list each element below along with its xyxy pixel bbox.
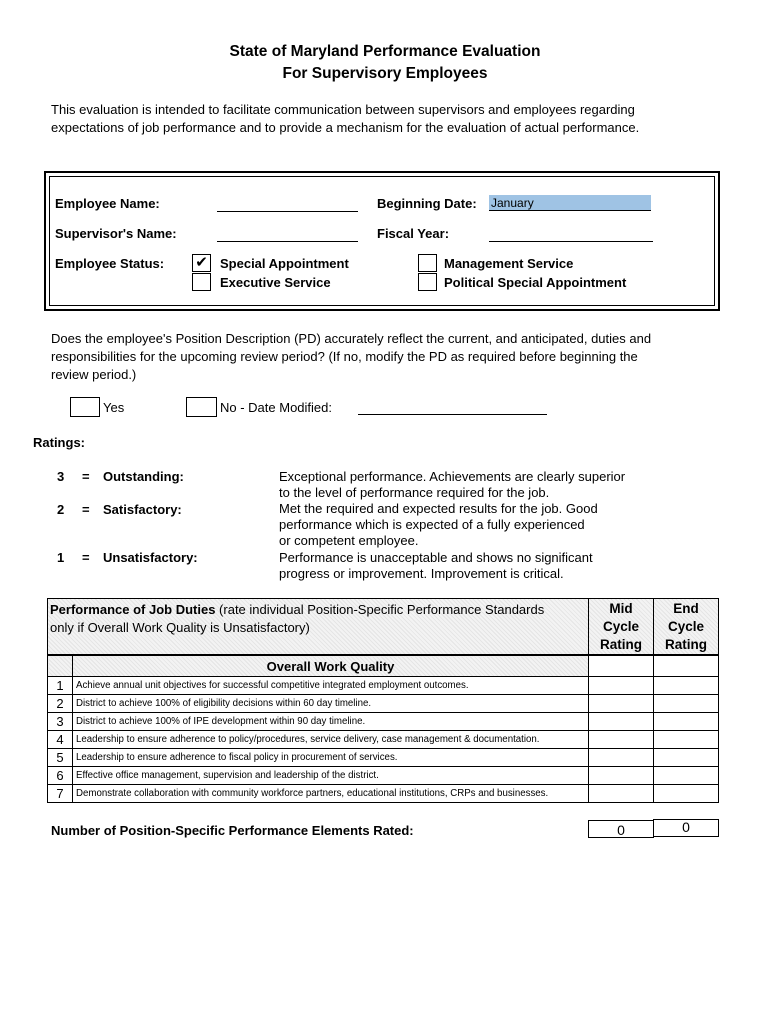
pd-question-line-3: review period.) [51, 367, 137, 382]
end-cycle-header: End Cycle Rating [653, 598, 719, 655]
overall-work-quality-label: Overall Work Quality [73, 656, 589, 677]
table-row: 4 Leadership to ensure adherence to policy/procedures, service delivery, case management & documentation. [48, 731, 719, 749]
end-rating-cell[interactable] [654, 749, 719, 767]
duties-header [47, 598, 589, 655]
duties-table [47, 655, 719, 803]
fiscal-year-field[interactable] [489, 241, 653, 242]
duty-description: Achieve annual unit objectives for successful competitive integrated employment outcomes. [73, 677, 589, 695]
political-special-appointment-checkbox[interactable] [418, 273, 437, 291]
supervisor-name-field[interactable] [217, 241, 358, 242]
duty-description: Leadership to ensure adherence to policy/procedures, service delivery, case management & documentation. [73, 731, 589, 749]
management-service-checkbox[interactable] [418, 254, 437, 272]
end-rating-cell[interactable] [654, 713, 719, 731]
pd-no-checkbox[interactable] [186, 397, 217, 417]
mid-cycle-header: Mid Cycle Rating [588, 598, 654, 655]
table-row: 1 Achieve annual unit objectives for successful competitive integrated employment outcomes. [48, 677, 719, 695]
rating-3-eq: = [82, 469, 90, 484]
duty-description: Effective office management, supervision and leadership of the district. [73, 767, 589, 785]
rating-1-description: Performance is unacceptable and shows no significant progress or improvement. Improvement is critical. [279, 550, 593, 581]
overall-mid-rating-cell[interactable] [589, 656, 654, 677]
employee-name-label: Employee Name: [55, 196, 160, 211]
page-title: State of Maryland Performance Evaluation [229, 43, 541, 60]
table-row: 2 District to achieve 100% of eligibility decisions within 60 day timeline. [48, 695, 719, 713]
page-subtitle: For Supervisory Employees [282, 65, 488, 82]
supervisor-name-label: Supervisor's Name: [55, 226, 177, 241]
end-elements-rated-value: 0 [653, 819, 719, 837]
beginning-date-label: Beginning Date: [377, 196, 477, 211]
special-appointment-checkbox[interactable] [192, 254, 211, 272]
end-rating-cell[interactable] [654, 767, 719, 785]
pd-question-line-2: responsibilities for the upcoming review period? (If no, modify the PD as required before beginning the [51, 349, 638, 364]
elements-rated-label: Number of Position-Specific Performance Elements Rated: [51, 823, 414, 838]
end-rating-cell[interactable] [654, 785, 719, 803]
special-appointment-label: Special Appointment [220, 256, 349, 271]
overall-work-quality-row [48, 656, 719, 677]
employee-status-label: Employee Status: [55, 256, 165, 271]
executive-service-label: Executive Service [220, 275, 331, 290]
rating-3-num: 3 [57, 469, 65, 484]
rating-3-description: Exceptional performance. Achievements are clearly superior to the level of performance required for the job. [279, 469, 626, 500]
table-row: 3 District to achieve 100% of IPE development within 90 day timeline. [48, 713, 719, 731]
pd-yes-checkbox[interactable] [70, 397, 100, 417]
rating-1-name: Unsatisfactory: [103, 550, 198, 565]
rating-3-name: Outstanding: [103, 469, 184, 484]
employee-name-field[interactable] [217, 211, 358, 212]
end-rating-cell[interactable] [654, 677, 719, 695]
mid-rating-cell[interactable] [589, 713, 654, 731]
rating-1-num: 1 [57, 550, 65, 565]
duty-description: District to achieve 100% of eligibility decisions within 60 day timeline. [73, 695, 589, 713]
date-modified-field[interactable] [358, 414, 547, 415]
table-row: 7 Demonstrate collaboration with community workforce partners, educational institutions, CRPs and businesses. [48, 785, 719, 803]
duty-description: Demonstrate collaboration with community workforce partners, educational institutions, CRPs and businesses. [73, 785, 589, 803]
mid-rating-cell[interactable] [589, 785, 654, 803]
beginning-date-field[interactable]: January [489, 195, 651, 211]
rating-1-eq: = [82, 550, 90, 565]
rating-2-eq: = [82, 502, 90, 517]
mid-rating-cell[interactable] [589, 695, 654, 713]
pd-no-label: No - Date Modified: [220, 400, 332, 415]
mid-elements-rated-value: 0 [588, 820, 654, 838]
intro-line-2: expectations of job performance and to provide a mechanism for the evaluation of actual performance. [51, 120, 640, 135]
duty-description: District to achieve 100% of IPE development within 90 day timeline. [73, 713, 589, 731]
overall-end-rating-cell[interactable] [654, 656, 719, 677]
end-rating-cell[interactable] [654, 695, 719, 713]
checkmark-icon: ✔ [195, 254, 208, 271]
pd-yes-label: Yes [103, 400, 125, 415]
ratings-heading: Ratings: [33, 435, 85, 450]
political-special-appointment-label: Political Special Appointment [444, 275, 627, 290]
pd-question-line-1: Does the employee's Position Description (PD) accurately reflect the current, and anticipated, duties and [51, 331, 652, 346]
management-service-label: Management Service [444, 256, 574, 271]
duties-heading-bold: Performance of Job Duties [50, 602, 216, 617]
rating-2-name: Satisfactory: [103, 502, 182, 517]
table-row: 6 Effective office management, supervision and leadership of the district. [48, 767, 719, 785]
executive-service-checkbox[interactable] [192, 273, 211, 291]
mid-rating-cell[interactable] [589, 677, 654, 695]
end-rating-cell[interactable] [654, 731, 719, 749]
duties-heading-rest: (rate individual Position-Specific Performance Standards [215, 602, 545, 617]
rating-2-num: 2 [57, 502, 65, 517]
mid-rating-cell[interactable] [589, 749, 654, 767]
table-row: 5 Leadership to ensure adherence to fiscal policy in procurement of services. [48, 749, 719, 767]
intro-line-1: This evaluation is intended to facilitate communication between supervisors and employees regarding [51, 102, 635, 117]
fiscal-year-label: Fiscal Year: [377, 226, 450, 241]
duties-heading-line2: only if Overall Work Quality is Unsatisfactory) [50, 620, 310, 635]
mid-rating-cell[interactable] [589, 767, 654, 785]
mid-rating-cell[interactable] [589, 731, 654, 749]
duty-description: Leadership to ensure adherence to fiscal policy in procurement of services. [73, 749, 589, 767]
rating-2-description: Met the required and expected results for the job. Good performance which is expected of a fully experienced or competent employee. [279, 501, 598, 548]
